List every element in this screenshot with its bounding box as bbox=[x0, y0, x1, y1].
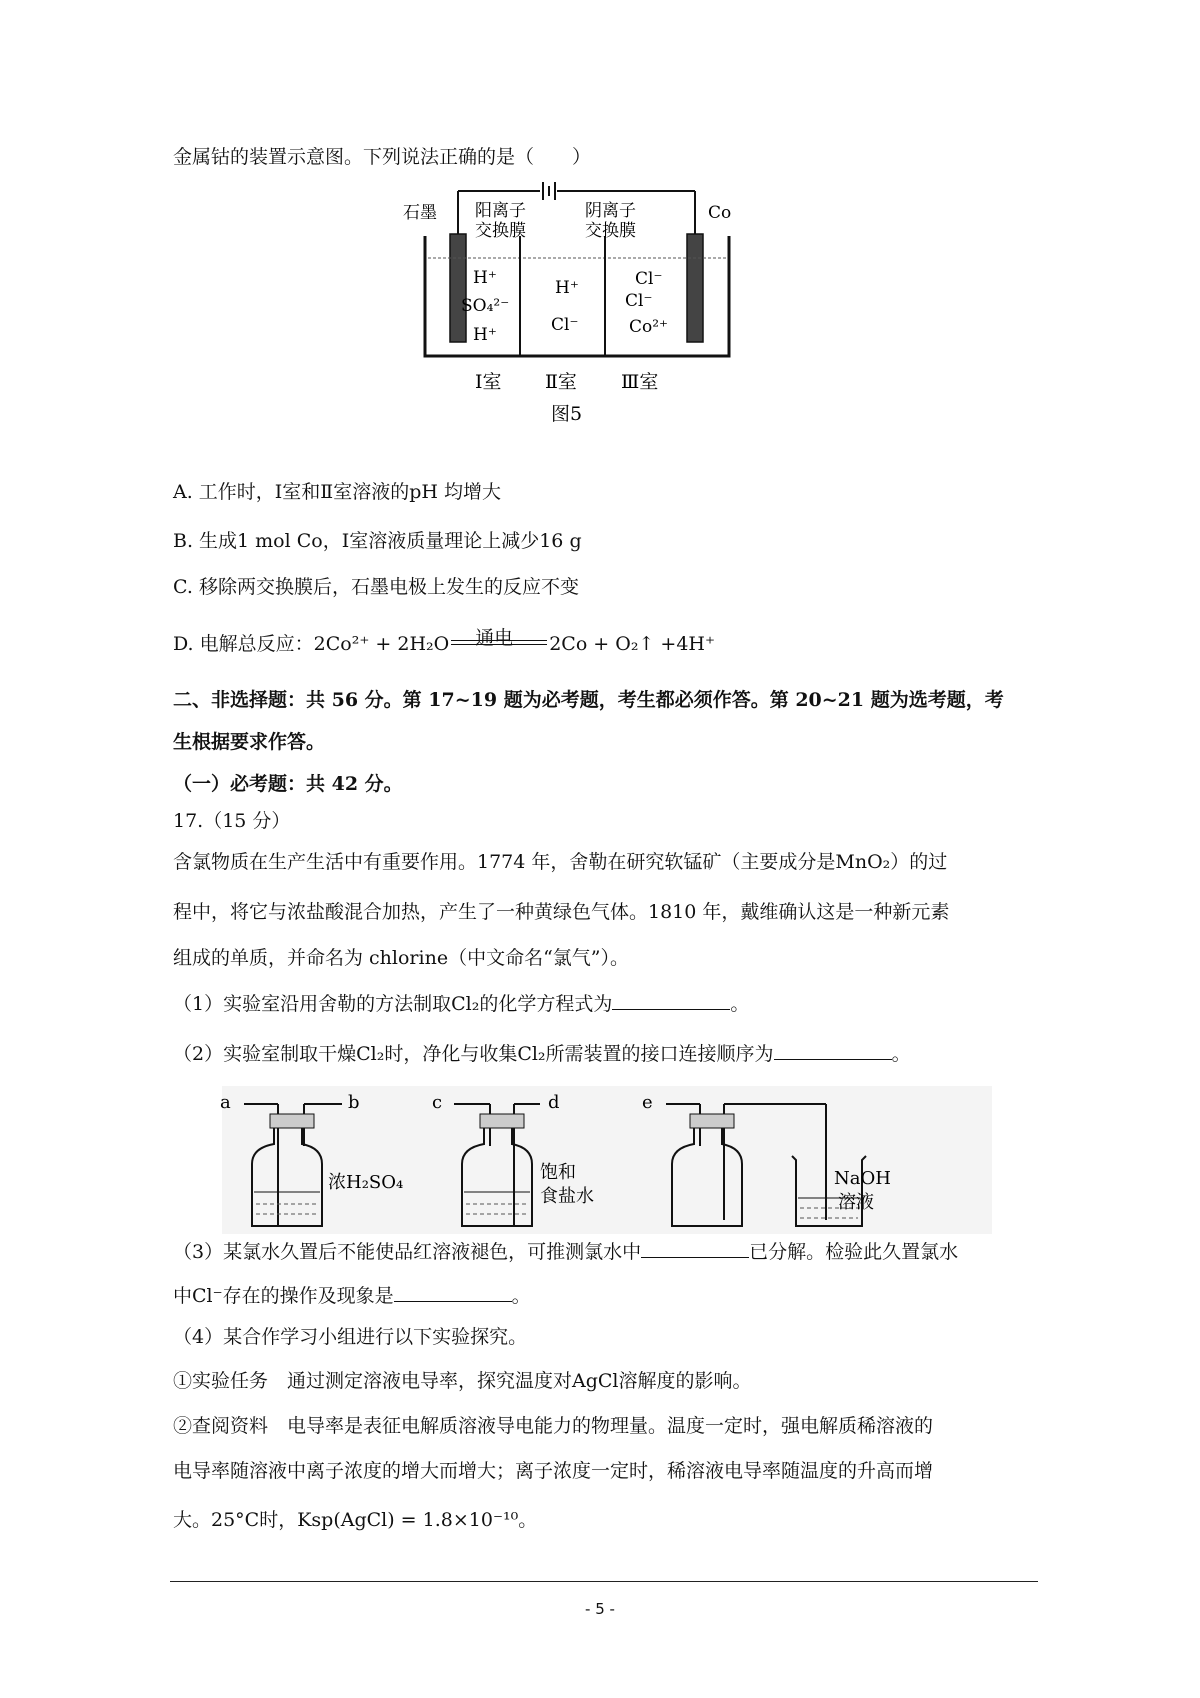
option-b: B. 生成1 mol Co，Ⅰ室溶液质量理论上减少16 g bbox=[173, 530, 582, 552]
section2-subheading: （一）必考题：共 42 分。 bbox=[173, 773, 403, 795]
svg-text:d: d bbox=[548, 1092, 560, 1113]
q17-para-3: 组成的单质，并命名为 chlorine（中文命名“氯气”）。 bbox=[173, 947, 630, 969]
option-a: A. 工作时，Ⅰ室和Ⅱ室溶液的pH 均增大 bbox=[173, 481, 501, 503]
section2-heading-line1: 二、非选择题：共 56 分。第 17~19 题为必考题，考生都必须作答。第 20~21 题为选考题，考 bbox=[173, 689, 1004, 711]
svg-text:图5: 图5 bbox=[551, 403, 583, 425]
q17-sub1: （1）实验室沿用舍勒的方法制取Cl₂的化学方程式为 。 bbox=[173, 993, 750, 1015]
svg-text:a: a bbox=[220, 1092, 231, 1113]
q17-sub3-line1: （3）某氯水久置后不能使品红溶液褪色，可推测氯水中 已分解。检验此久置氯水 bbox=[173, 1241, 959, 1263]
q17-sub4-ref-3: 大。25°C时，Ksp(AgCl) = 1.8×10⁻¹⁰。 bbox=[173, 1509, 538, 1531]
option-d-left: 2Co²⁺ + 2H₂O bbox=[313, 633, 450, 655]
svg-text:Cl⁻: Cl⁻ bbox=[635, 269, 663, 289]
option-d-right: 2Co + O₂↑ +4H⁺ bbox=[549, 633, 716, 655]
page-number: - 5 - bbox=[585, 1600, 615, 1618]
q17-sub3-line2: 中Cl⁻存在的操作及现象是 。 bbox=[173, 1285, 531, 1307]
svg-text:e: e bbox=[642, 1092, 653, 1113]
q17-sub4-ref-1: ②查阅资料 电导率是表征电解质溶液导电能力的物理量。温度一定时，强电解质稀溶液的 bbox=[173, 1415, 934, 1437]
svg-text:溶液: 溶液 bbox=[838, 1192, 874, 1213]
figure-gas-apparatus bbox=[222, 1086, 992, 1234]
svg-text:H⁺: H⁺ bbox=[555, 278, 579, 298]
answer-blank[interactable] bbox=[394, 1283, 512, 1302]
svg-text:Ⅲ室: Ⅲ室 bbox=[621, 371, 659, 393]
svg-text:食盐水: 食盐水 bbox=[540, 1186, 594, 1207]
q17-sub4-ref-2: 电导率随溶液中离子浓度的增大而增大；离子浓度一定时，稀溶液电导率随温度的升高而增 bbox=[173, 1460, 934, 1482]
q17-sub4: （4）某合作学习小组进行以下实验探究。 bbox=[173, 1326, 528, 1348]
q17-head: 17.（15 分） bbox=[173, 810, 291, 832]
answer-blank[interactable] bbox=[612, 991, 730, 1010]
option-d-prefix: D. 电解总反应： bbox=[173, 633, 314, 655]
graphite-electrode bbox=[450, 234, 466, 342]
option-c: C. 移除两交换膜后，石墨电极上发生的反应不变 bbox=[173, 576, 579, 598]
section2-heading-line2: 生根据要求作答。 bbox=[173, 731, 326, 753]
svg-text:SO₄²⁻: SO₄²⁻ bbox=[461, 296, 510, 316]
svg-text:Cl⁻: Cl⁻ bbox=[551, 315, 579, 335]
question-intro: 金属钴的装置示意图。下列说法正确的是（ ） bbox=[173, 146, 592, 168]
svg-text:交换膜: 交换膜 bbox=[475, 221, 526, 241]
svg-text:c: c bbox=[432, 1092, 443, 1113]
answer-blank[interactable] bbox=[641, 1239, 749, 1258]
q17-para-2: 程中，将它与浓盐酸混合加热，产生了一种黄绿色气体。1810 年，戴维确认这是一种新元素 bbox=[173, 901, 950, 923]
svg-text:阳离子: 阳离子 bbox=[475, 201, 526, 221]
svg-text:浓H₂SO₄: 浓H₂SO₄ bbox=[328, 1172, 404, 1193]
svg-text:阴离子: 阴离子 bbox=[585, 201, 636, 221]
q17-sub4-task: ①实验任务 通过测定溶液电导率，探究温度对AgCl溶解度的影响。 bbox=[173, 1370, 752, 1392]
footer-rule bbox=[170, 1581, 1038, 1582]
reaction-condition: 通电 bbox=[475, 627, 514, 649]
figure-5-electrolysis-cell bbox=[403, 178, 755, 458]
svg-text:Co: Co bbox=[708, 203, 732, 223]
svg-text:饱和: 饱和 bbox=[540, 1162, 576, 1183]
svg-text:NaOH: NaOH bbox=[834, 1168, 891, 1189]
svg-text:Cl⁻: Cl⁻ bbox=[625, 291, 653, 311]
svg-text:Co²⁺: Co²⁺ bbox=[629, 317, 669, 337]
option-d bbox=[173, 627, 716, 658]
svg-text:H⁺: H⁺ bbox=[473, 325, 497, 345]
svg-text:Ⅱ室: Ⅱ室 bbox=[545, 371, 577, 393]
svg-text:b: b bbox=[348, 1092, 360, 1113]
svg-text:Ⅰ室: Ⅰ室 bbox=[475, 371, 502, 393]
answer-blank[interactable] bbox=[774, 1041, 892, 1060]
q17-para-1: 含氯物质在生产生活中有重要作用。1774 年，舍勒在研究软锰矿（主要成分是MnO₂）的过 bbox=[173, 851, 948, 873]
cobalt-electrode bbox=[687, 234, 703, 342]
svg-text:石墨: 石墨 bbox=[403, 203, 437, 223]
svg-text:交换膜: 交换膜 bbox=[585, 221, 636, 241]
svg-text:H⁺: H⁺ bbox=[473, 268, 497, 288]
q17-sub2: （2）实验室制取干燥Cl₂时，净化与收集Cl₂所需装置的接口连接顺序为 。 bbox=[173, 1043, 911, 1065]
